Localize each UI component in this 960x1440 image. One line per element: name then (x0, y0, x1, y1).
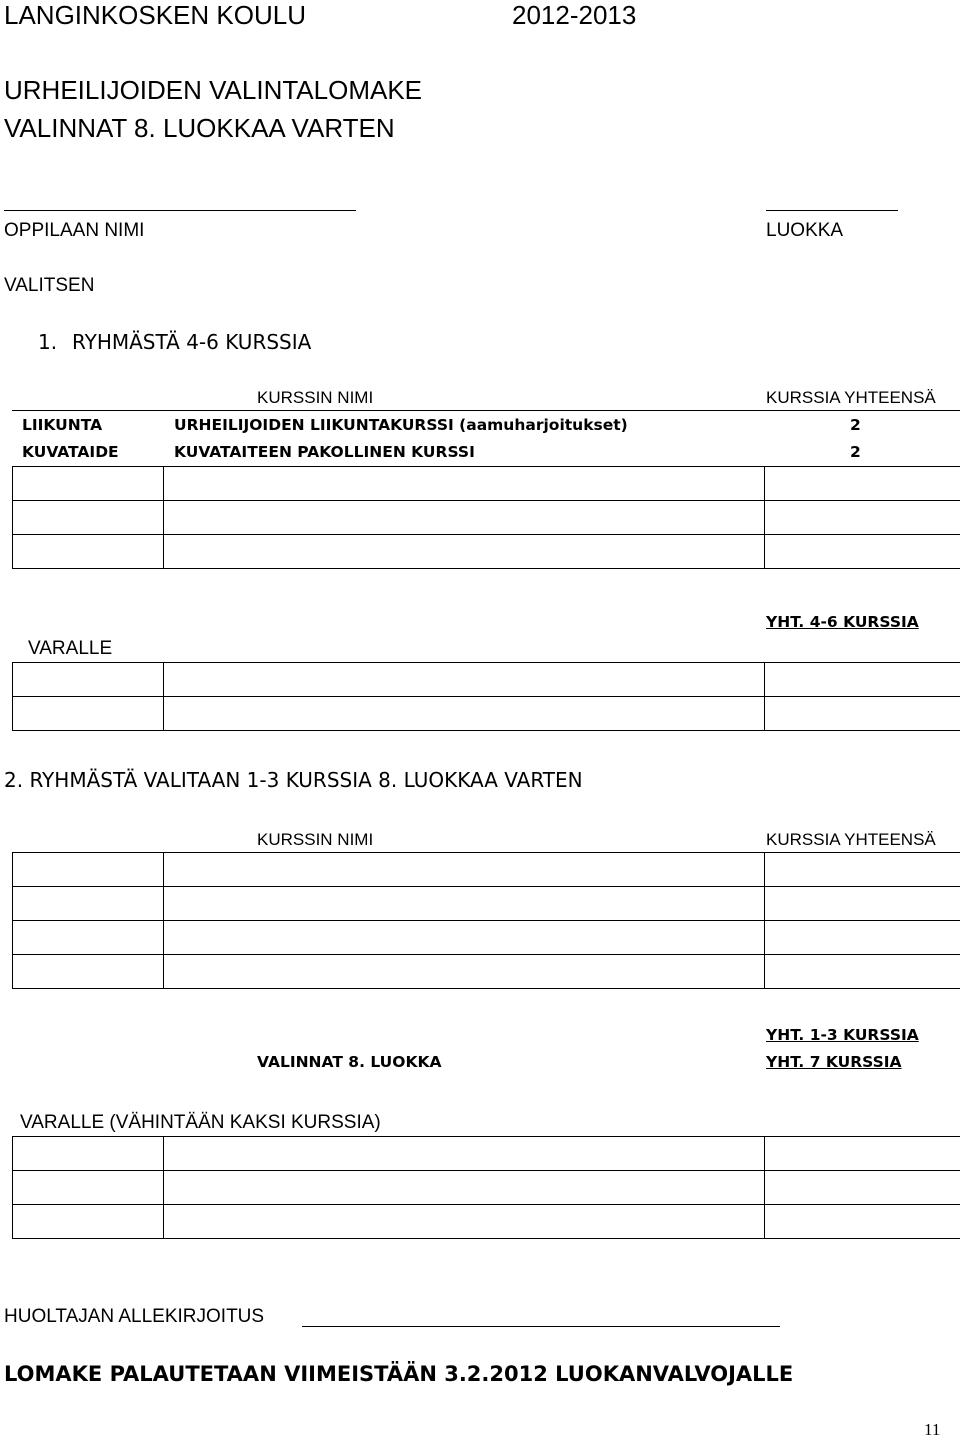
table-cell[interactable] (164, 1137, 765, 1171)
table-cell[interactable] (765, 853, 960, 887)
class-line[interactable] (766, 210, 898, 211)
signature-label: HUOLTAJAN ALLEKIRJOITUS (4, 1306, 265, 1327)
table-cell[interactable] (765, 921, 960, 955)
grand-total-label: YHT. 7 KURSSIA (766, 1053, 902, 1071)
group2-reserve-label: VARALLE (VÄHINTÄÄN KAKSI KURSSIA) (20, 1112, 381, 1133)
table-cell[interactable] (13, 853, 164, 887)
school-year: 2012-2013 (512, 0, 637, 30)
table-cell[interactable] (765, 1137, 960, 1171)
group2-reserve-table (12, 1136, 960, 1239)
table-cell[interactable] (13, 1137, 164, 1171)
group2-total-label: YHT. 1-3 KURSSIA (766, 1026, 919, 1044)
group2-table (12, 852, 960, 989)
group1-row1-course: URHEILIJOIDEN LIIKUNTAKURSSI (aamuharjoitukset) (174, 416, 628, 434)
table-cell[interactable] (164, 853, 765, 887)
table-cell[interactable] (164, 1205, 765, 1239)
group2-title: 2. RYHMÄSTÄ VALITAAN 1-3 KURSSIA 8. LUOKKAA VARTEN (4, 768, 583, 792)
page-number: 11 (924, 1420, 941, 1439)
table-cell[interactable] (164, 921, 765, 955)
group2-col-total: KURSSIA YHTEENSÄ (766, 830, 936, 849)
table-row (13, 955, 960, 989)
table-cell[interactable] (13, 535, 164, 569)
table-cell[interactable] (13, 921, 164, 955)
table-cell[interactable] (164, 535, 765, 569)
group1-row1-count: 2 (850, 416, 861, 434)
table-row (13, 1205, 960, 1239)
form-subtitle: VALINNAT 8. LUOKKAA VARTEN (4, 113, 395, 143)
class-label: LUOKKA (766, 220, 844, 241)
group1-row2-count: 2 (850, 443, 861, 461)
table-cell[interactable] (13, 955, 164, 989)
table-cell[interactable] (164, 697, 765, 731)
table-cell[interactable] (765, 1205, 960, 1239)
group1-row1-subject: LIIKUNTA (22, 416, 103, 434)
return-note: LOMAKE PALAUTETAAN VIIMEISTÄÄN 3.2.2012 LUOKANVALVOJALLE (4, 1362, 794, 1386)
table-row (13, 853, 960, 887)
group1-total-label: YHT. 4-6 KURSSIA (766, 613, 919, 631)
form-title: URHEILIJOIDEN VALINTALOMAKE (4, 75, 423, 105)
table-row (13, 1171, 960, 1205)
table-cell[interactable] (765, 535, 960, 569)
group1-table (12, 466, 960, 569)
group1-reserve-label: VARALLE (28, 638, 113, 659)
table-row (13, 1137, 960, 1171)
table-cell[interactable] (13, 501, 164, 535)
table-row (13, 501, 960, 535)
group1-row2-course: KUVATAITEEN PAKOLLINEN KURSSI (174, 443, 475, 461)
table-row (13, 921, 960, 955)
table-cell[interactable] (765, 887, 960, 921)
table-row (13, 697, 960, 731)
table-cell[interactable] (13, 887, 164, 921)
group1-title: RYHMÄSTÄ 4-6 KURSSIA (72, 330, 312, 354)
table-row (13, 535, 960, 569)
table-cell[interactable] (164, 501, 765, 535)
table-cell[interactable] (164, 887, 765, 921)
table-cell[interactable] (13, 1171, 164, 1205)
table-row (13, 887, 960, 921)
table-cell[interactable] (13, 697, 164, 731)
table-cell[interactable] (765, 663, 960, 697)
table-cell[interactable] (765, 955, 960, 989)
school-name: LANGINKOSKEN KOULU (4, 0, 306, 30)
table-cell[interactable] (765, 697, 960, 731)
table-cell[interactable] (765, 501, 960, 535)
table-cell[interactable] (13, 1205, 164, 1239)
group1-col-course-name: KURSSIN NIMI (257, 388, 374, 407)
table-cell[interactable] (164, 955, 765, 989)
student-name-line[interactable] (4, 210, 356, 211)
signature-line[interactable] (302, 1326, 780, 1327)
valitsen-label: VALITSEN (4, 275, 95, 296)
group1-col-total: KURSSIA YHTEENSÄ (766, 388, 936, 407)
table-row (13, 467, 960, 501)
table-cell[interactable] (164, 663, 765, 697)
table-cell[interactable] (765, 467, 960, 501)
table-cell[interactable] (765, 1171, 960, 1205)
group1-reserve-table (12, 662, 960, 731)
group1-table-top (12, 410, 960, 411)
table-cell[interactable] (164, 1171, 765, 1205)
table-row (13, 663, 960, 697)
table-cell[interactable] (13, 467, 164, 501)
selections-label: VALINNAT 8. LUOKKA (257, 1053, 442, 1071)
table-cell[interactable] (13, 663, 164, 697)
student-name-label: OPPILAAN NIMI (4, 220, 145, 241)
group1-row2-subject: KUVATAIDE (22, 443, 119, 461)
group1-number: 1. (38, 330, 58, 354)
group2-col-course-name: KURSSIN NIMI (257, 830, 374, 849)
table-cell[interactable] (164, 467, 765, 501)
